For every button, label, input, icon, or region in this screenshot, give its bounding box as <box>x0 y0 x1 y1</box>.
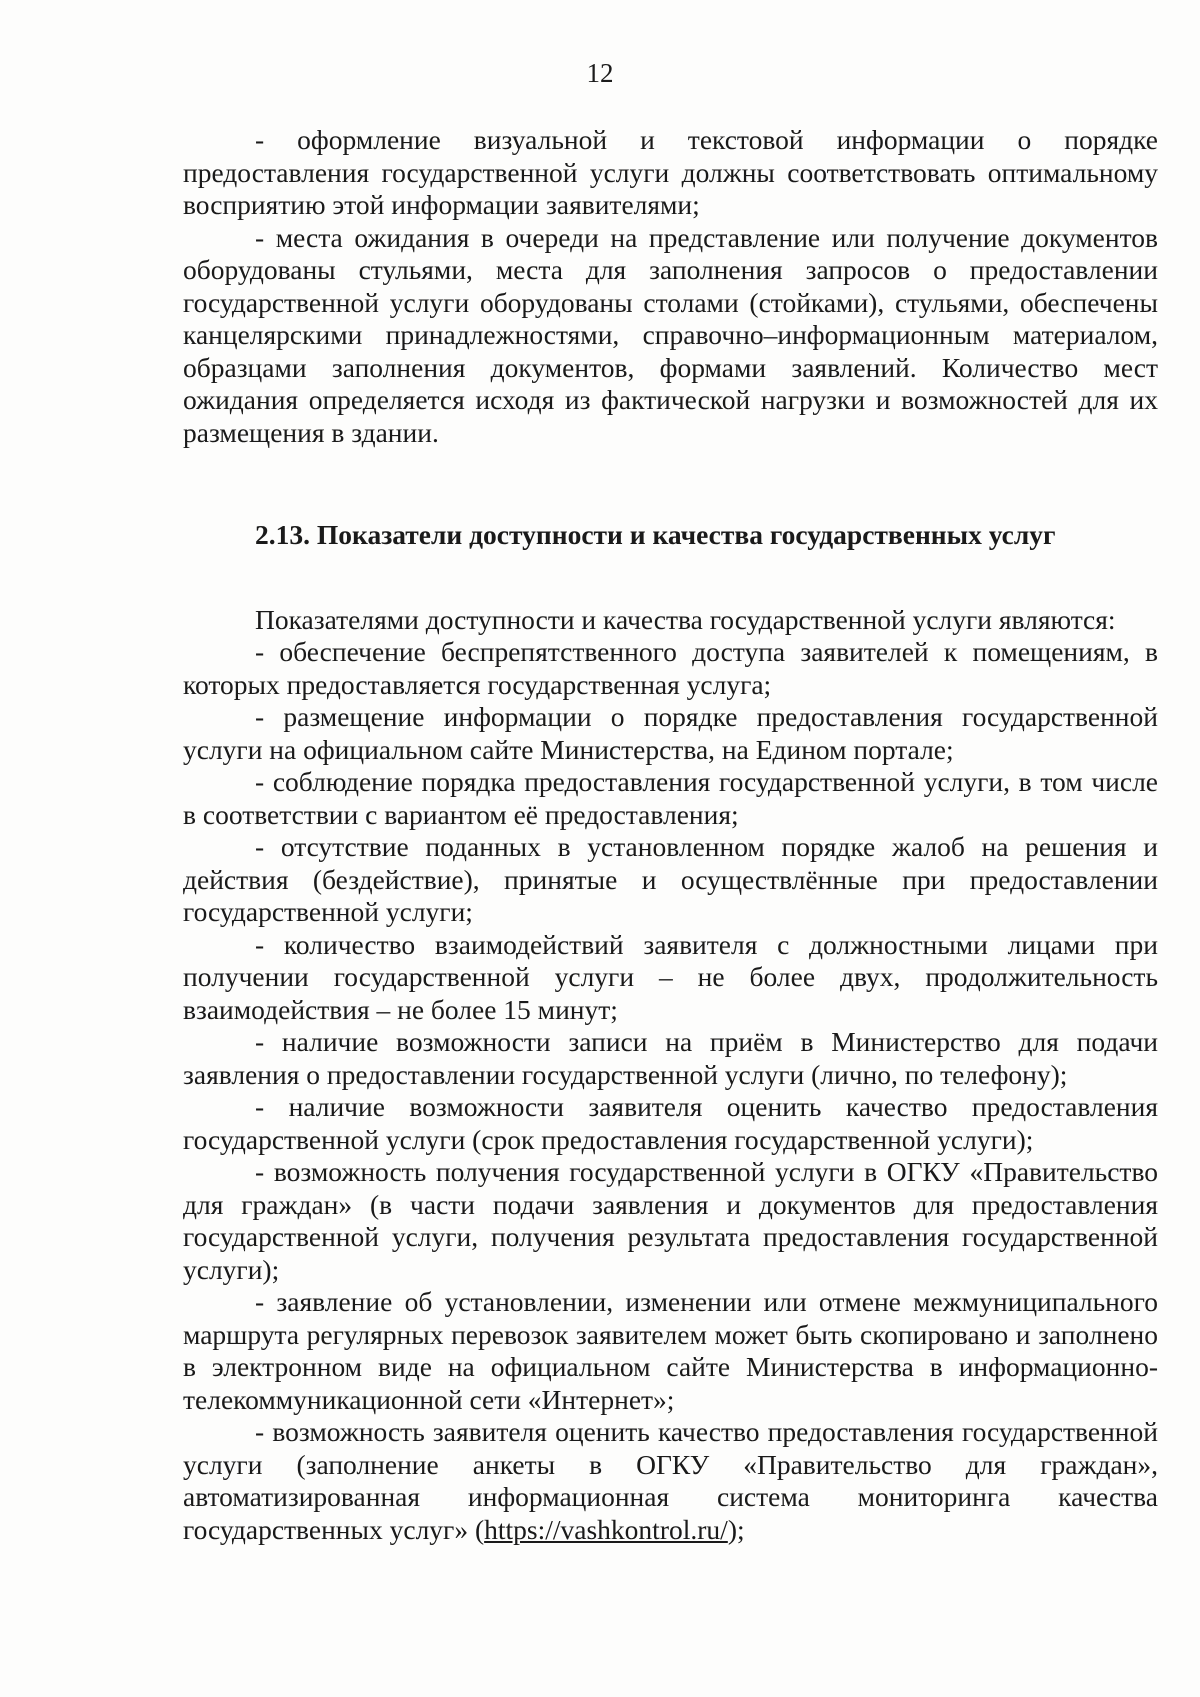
list-item: - заявление об установлении, изменении или отмене межмуниципального маршрута регулярных перевозок заявителем может быть скопировано и заполнено в электронном виде на официальном сайте Министерства в информационно-телекоммуникационной сети «Интернет»; <box>183 1286 1158 1415</box>
list-item-tail: ); <box>727 1513 745 1545</box>
page-number: 12 <box>586 58 614 88</box>
list-item: - наличие возможности записи на приём в Министерство для подачи заявления о предоставлении государственной услуги (лично, по телефону); <box>183 1026 1158 1090</box>
list-item: - количество взаимодействий заявителя с должностными лицами при получении государственной услуги – не более двух, продолжительность взаимодействия – не более 15 минут; <box>183 928 1158 1025</box>
paragraph-visual-info: - оформление визуальной и текстовой информации о порядке предоставления государственной услуги должны соответствовать оптимальному восприятию этой информации заявителями; <box>183 124 1158 220</box>
list-item: - размещение информации о порядке предоставления государственной услуги на официальном сайте Министерства, на Едином портале; <box>183 701 1158 765</box>
section-title: 2.13. Показатели доступности и качества государственных услуг <box>255 519 1056 550</box>
list-item: - отсутствие поданных в установленном порядке жалоб на решения и действия (бездействие), принятые и осуществлённые при предоставлении государственной услуги; <box>183 831 1158 927</box>
document-body <box>183 124 1158 1546</box>
list-item: - обеспечение беспрепятственного доступа заявителей к помещениям, в которых предоставляется государственная услуга; <box>183 636 1158 700</box>
list-item: - возможность получения государственной услуги в ОГКУ «Правительство для граждан» (в части подачи заявления и документов для предоставления государственной услуги, получения результата предоставления государственной услуги); <box>183 1156 1158 1285</box>
list-item-last <box>183 1416 1158 1546</box>
list-item: - наличие возможности заявителя оценить качество предоставления государственной услуги (срок предоставления государственной услуги); <box>183 1091 1158 1155</box>
section-intro: Показателями доступности и качества государственной услуги являются: <box>255 603 1116 635</box>
list-item: - соблюдение порядка предоставления государственной услуги, в том числе в соответствии с вариантом её предоставления; <box>183 766 1158 830</box>
list-item-text: - возможность заявителя оценить качество предоставления государственной услуги (заполнение анкеты в ОГКУ «Правительство для граждан», автоматизированная информационная система мониторинга качества государственных услуг» ( <box>183 1416 1158 1545</box>
vashkontrol-link[interactable]: https://vashkontrol.ru/ <box>484 1513 728 1545</box>
paragraph-waiting-places: - места ожидания в очереди на представление или получение документов оборудованы стульями, места для заполнения запросов о предоставлении государственной услуги оборудованы столами (стойками), стульями, обеспечены канцелярскими принадлежностями, справочно–информационным материалом, образцами заполнения документов, формами заявлений. Количество мест ожидания определяется исходя из фактической нагрузки и возможностей для их размещения в здании. <box>183 221 1158 448</box>
